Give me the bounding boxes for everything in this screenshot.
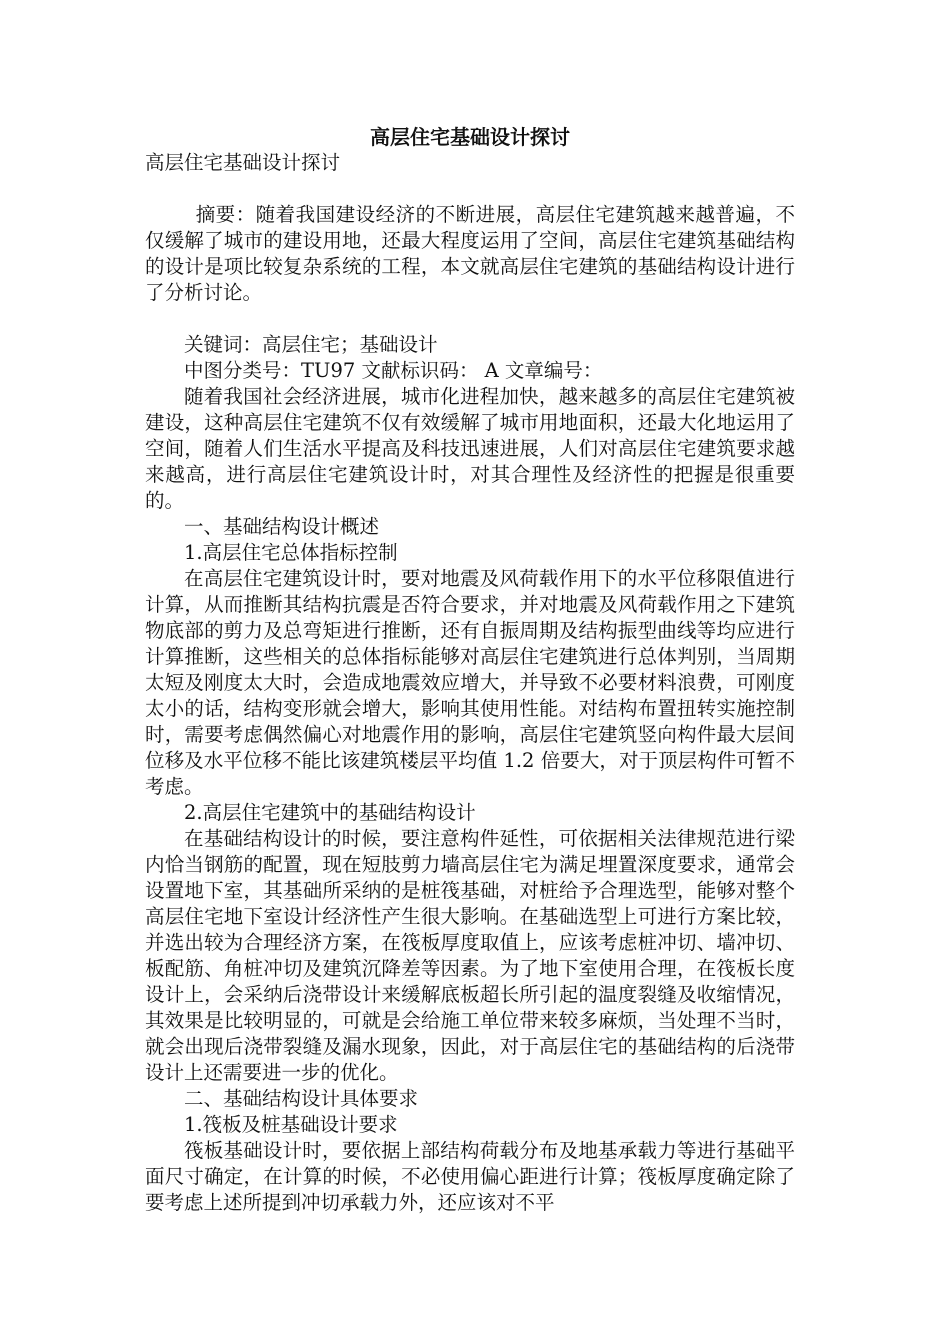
- intro-paragraph: 随着我国社会经济进展，城市化进程加快，越来越多的高层住宅建筑被建设，这种高层住宅建筑不仅有效缓解了城市用地面积，还最大化地运用了空间，随着人们生活水平提高及科技迅速进展，人们对高层住宅建筑要求越来越高，进行高层住宅建筑设计时，对其合理性及经济性的把握是很重要的。: [145, 385, 795, 512]
- document-title: 高层住宅基础设计探讨: [370, 125, 570, 149]
- classification-line: 中图分类号：TU97 文献标识码： A 文章编号：: [184, 359, 603, 382]
- section-heading-2: 二、基础结构设计具体要求: [184, 1087, 419, 1110]
- body-paragraph-1-2: 在基础结构设计的时候，要注意构件延性，可依据相关法律规范进行梁内恰当钢筋的配置，现在短肢剪力墙高层住宅为满足埋置深度要求，通常会设置地下室，其基础所采纳的是桩筏基础，对桩给予合理选型，能够对整个高层住宅地下室设计经济性产生很大影响。在基础选型上可进行方案比较，并选出较为合理经济方案，在筏板厚度取值上，应该考虑桩冲切、墙冲切、板配筋、角桩冲切及建筑沉降差等因素。为了地下室使用合理，在筏板长度设计上，会采纳后浇带设计来缓解底板超长所引起的温度裂缝及收缩情况，其效果是比较明显的，可就是会给施工单位带来较多麻烦，当处理不当时，就会出现后浇带裂缝及漏水现象，因此，对于高层住宅的基础结构的后浇带设计上还需要进一步的优化。: [145, 827, 795, 1084]
- section-heading-1: 一、基础结构设计概述: [184, 515, 380, 538]
- document-page: [145, 124, 795, 1216]
- subsection-heading-2-1: 1.筏板及桩基础设计要求: [184, 1113, 398, 1136]
- subsection-heading-1-2: 2.高层住宅建筑中的基础结构设计: [184, 801, 476, 824]
- abstract-paragraph: 摘要：随着我国建设经济的不断进展，高层住宅建筑越来越普遍，不仅缓解了城市的建设用地，还最大程度运用了空间，高层住宅建筑基础结构的设计是项比较复杂系统的工程，本文就高层住宅建筑的基础结构设计进行了分析讨论。: [145, 203, 795, 304]
- body-paragraph-1-1: 在高层住宅建筑设计时，要对地震及风荷载作用下的水平位移限值进行计算，从而推断其结构抗震是否符合要求，并对地震及风荷载作用之下建筑物底部的剪力及总弯矩进行推断，还有自振周期及结构振型曲线等均应进行计算推断，这些相关的总体指标能够对高层住宅建筑进行总体判别，当周期太短及刚度太大时，会造成地震效应增大，并导致不必要材料浪费，可刚度太小的话，结构变形就会增大，影响其使用性能。对结构布置扭转实施控制时，需要考虑偶然偏心对地震作用的影响，高层住宅建筑竖向构件最大层间位移及水平位移不能比该建筑楼层平均值 1.2 倍要大，对于顶层构件可暂不考虑。: [145, 567, 795, 798]
- keywords-line: 关键词：高层住宅；基础设计: [184, 333, 438, 356]
- body-paragraph-2-1: 筏板基础设计时，要依据上部结构荷载分布及地基承载力等进行基础平面尺寸确定，在计算的时候，不必使用偏心距进行计算；筏板厚度确定除了要考虑上述所提到冲切承载力外，还应该对不平: [145, 1139, 795, 1214]
- subsection-heading-1-1: 1.高层住宅总体指标控制: [184, 541, 398, 564]
- document-subtitle: 高层住宅基础设计探讨: [145, 151, 341, 174]
